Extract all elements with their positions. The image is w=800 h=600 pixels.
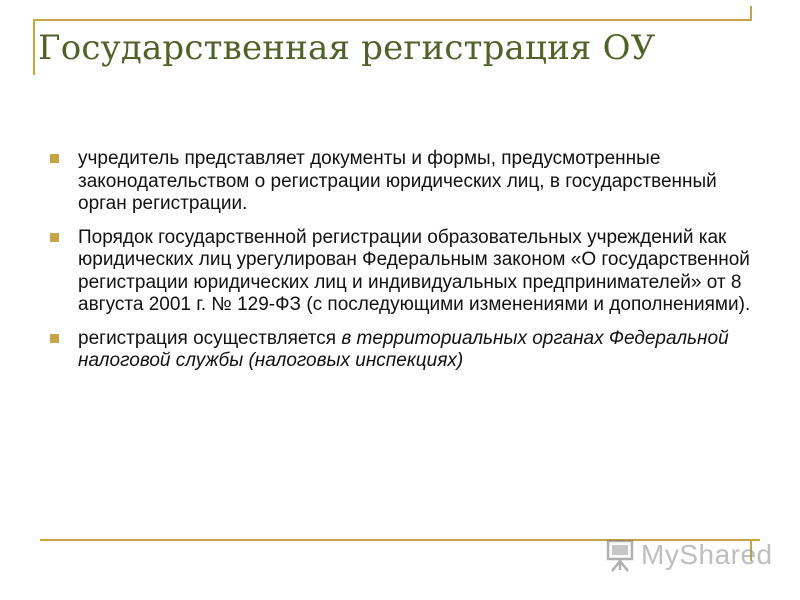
bullet-text-italic: в территориальных органах Федеральной налоговой службы (налоговых инспекциях) — [78, 327, 729, 371]
watermark — [605, 537, 773, 573]
square-bullet-icon — [50, 154, 59, 163]
bullet-item — [50, 328, 762, 373]
bullet-text — [78, 328, 729, 372]
watermark-text: MyShared — [641, 539, 773, 570]
slide-title: Государственная регистрация ОУ — [38, 28, 656, 68]
bullet-text: Порядок государственной регистрации образовательных учреждений как юридических лиц урегулирован Федеральным законом «О государственной регистрации юридических лиц и индивидуальных предпринимателей» от 8 августа 2001 г. № 129-ФЗ (с последующими изменениями и дополнениями). — [78, 226, 751, 315]
square-bullet-icon — [50, 233, 59, 242]
bullet-text-plain: регистрация осуществляется — [78, 327, 342, 349]
top-rule — [33, 19, 752, 21]
bullet-item — [50, 227, 762, 317]
right-rule — [750, 6, 752, 21]
bullet-item — [50, 148, 762, 216]
bullet-list — [50, 148, 762, 384]
bullet-text: учредитель представляет документы и формы, предусмотренные законодательством о регистрации юридических лиц, в государственный орган регистрации. — [78, 148, 717, 214]
presentation-board-icon — [605, 537, 635, 573]
left-rule — [33, 19, 35, 75]
square-bullet-icon — [50, 334, 59, 343]
